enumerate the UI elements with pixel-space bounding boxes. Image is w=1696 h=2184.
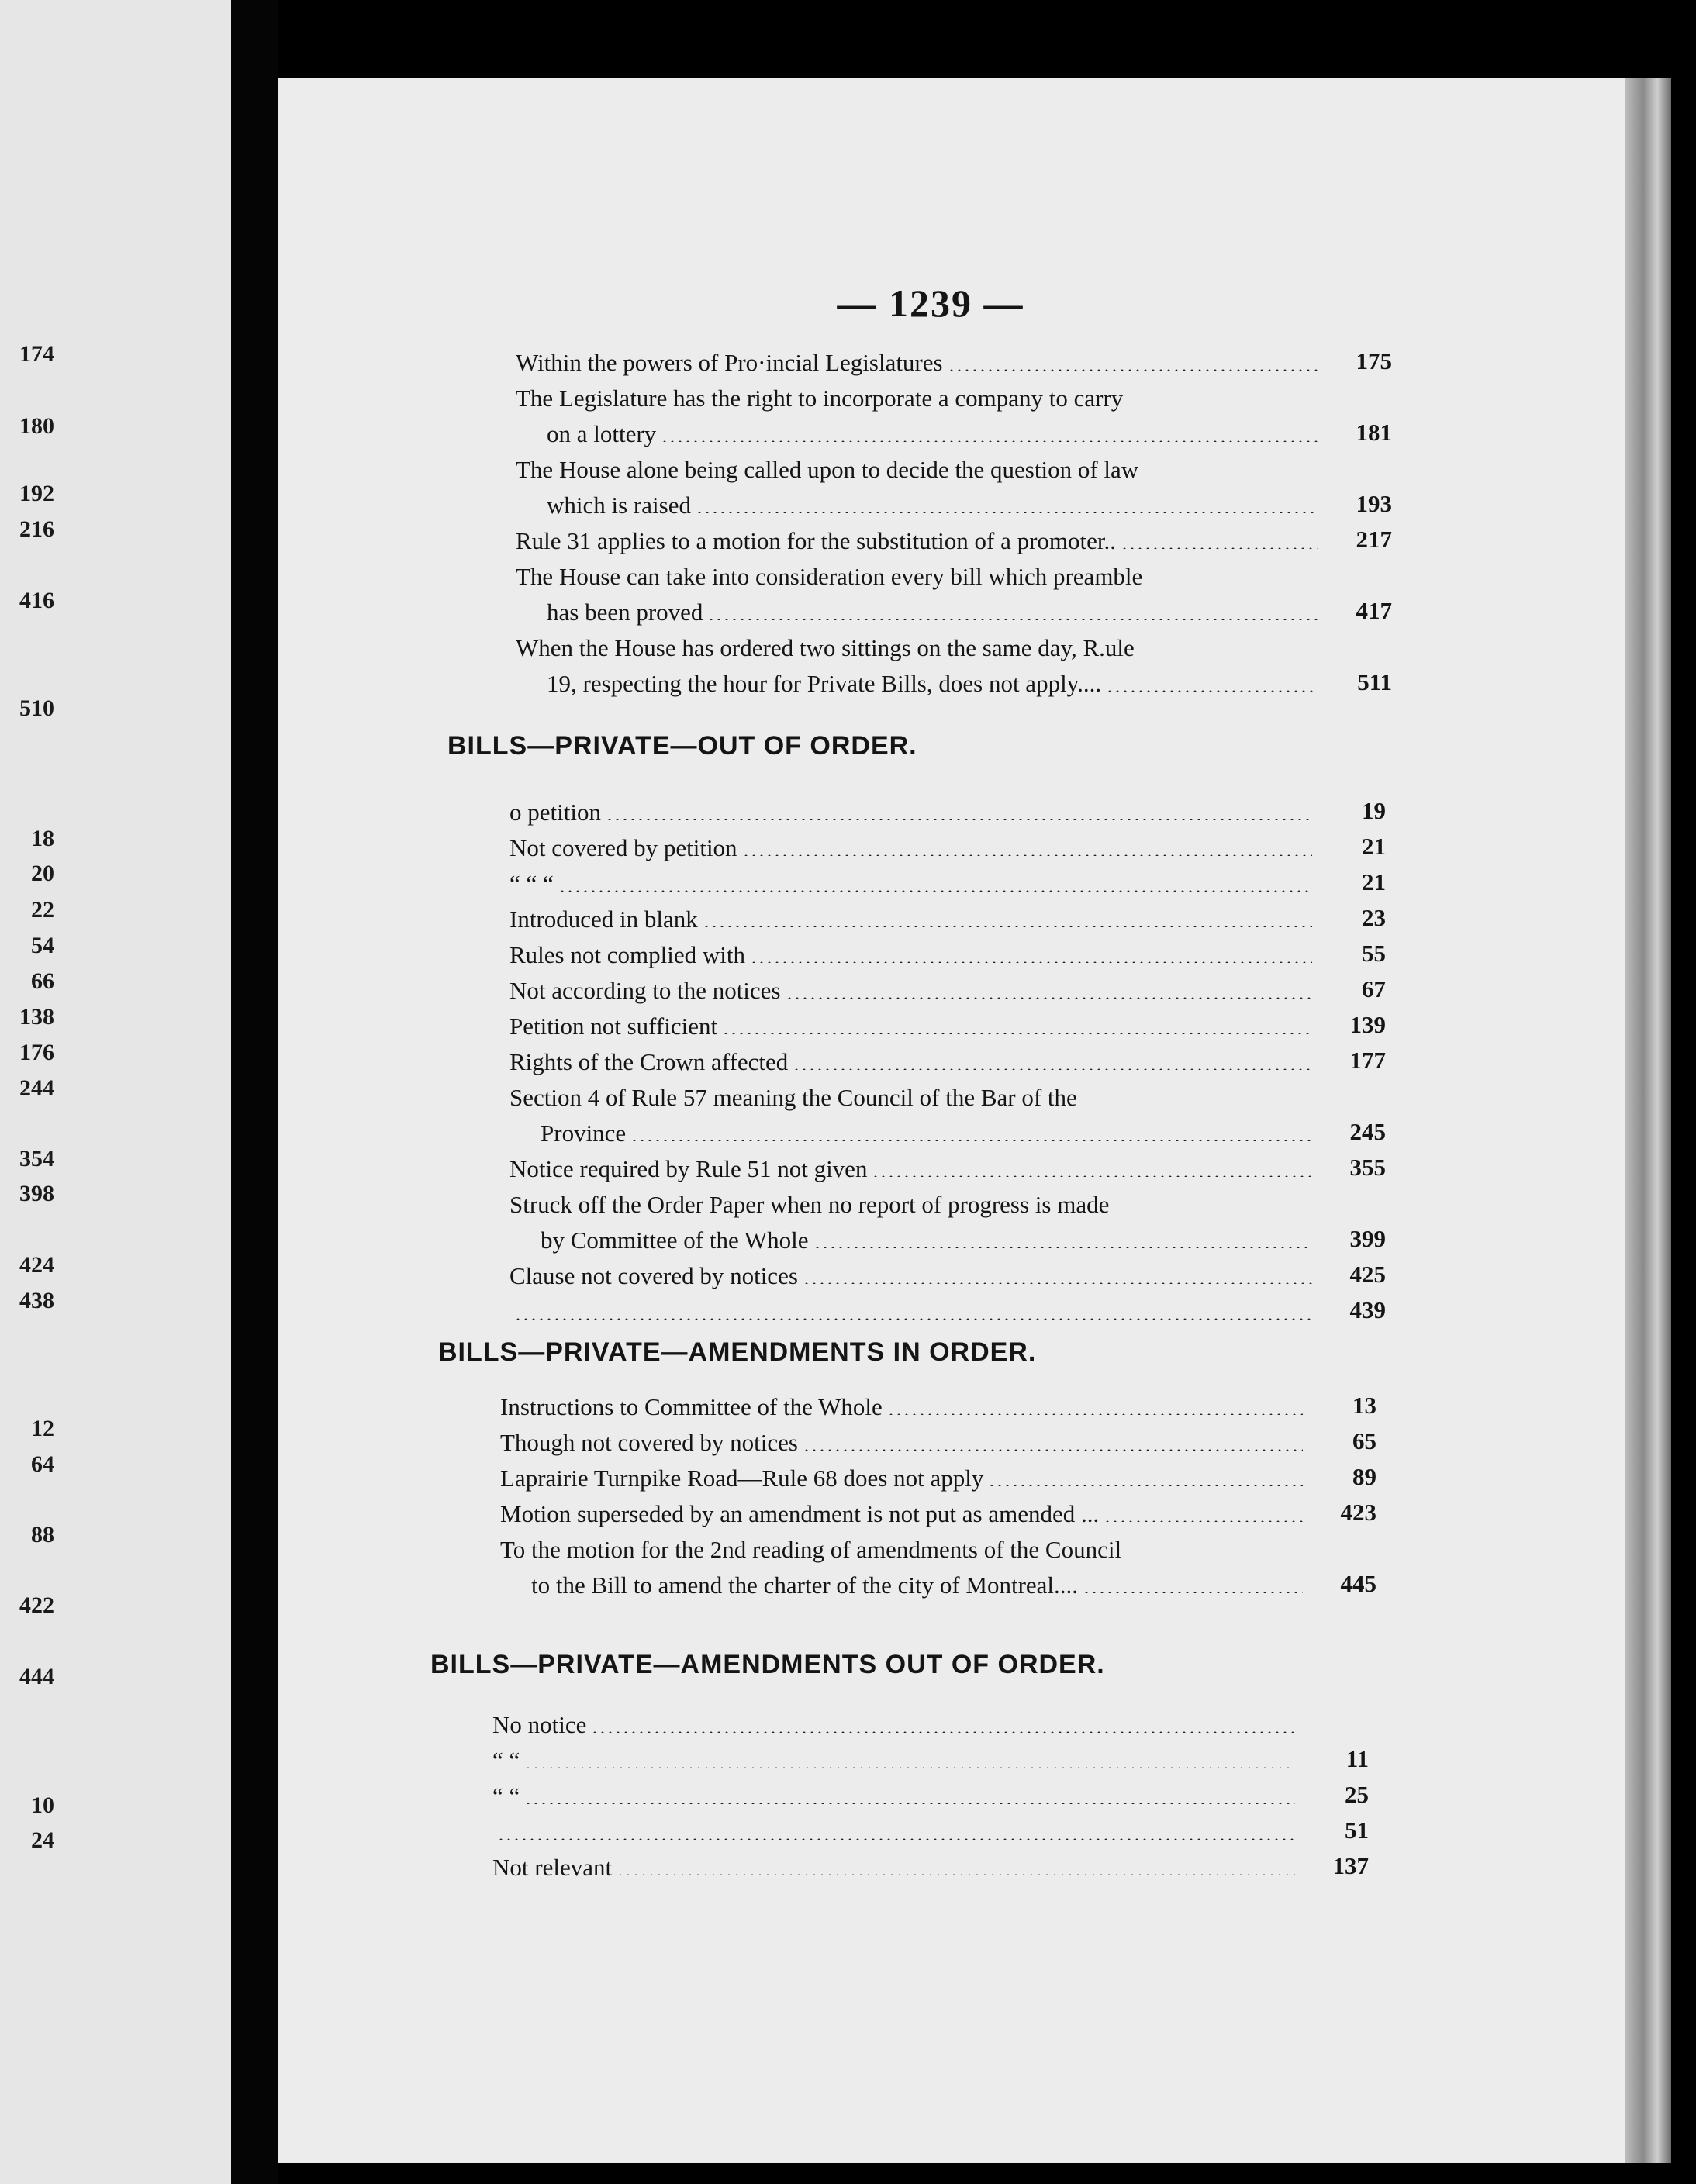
book-binding — [231, 0, 278, 2184]
dot-leader — [630, 1140, 1312, 1141]
dot-leader — [524, 1767, 1295, 1768]
index-entry-line: Struck off the Order Paper when no report of progress is made — [509, 1191, 1110, 1218]
index-entry-line: When the House has ordered two sittings on the same day, R.ule — [516, 634, 1135, 661]
left-page-number: 88 — [31, 1522, 54, 1547]
page-reference: 137 — [1332, 1852, 1369, 1879]
index-entry-line: on a lottery — [547, 420, 657, 447]
index-entry-line: Notice required by Rule 51 not given — [509, 1155, 868, 1182]
index-entry-line: Within the powers of Pro·incial Legislatures — [516, 349, 943, 376]
dot-leader — [722, 1033, 1312, 1034]
left-page-number: 354 — [19, 1146, 54, 1171]
dot-leader — [591, 1731, 1295, 1733]
index-entry-line: Petition not sufficient — [509, 1013, 718, 1040]
index-entry-line: “ “ “ — [509, 870, 554, 897]
left-page-number: 22 — [31, 897, 54, 923]
index-entry-line: by Committee of the Whole — [541, 1227, 809, 1254]
page-reference: 425 — [1349, 1261, 1386, 1288]
index-entry-line: Instructions to Committee of the Whole — [500, 1393, 883, 1420]
index-entry-line: Though not covered by notices — [500, 1429, 798, 1456]
page-reference: 175 — [1356, 347, 1392, 374]
dot-leader — [742, 854, 1312, 856]
index-entry-line: “ “ — [492, 1747, 520, 1774]
dot-leader — [514, 1318, 1312, 1320]
page-reference: 511 — [1357, 668, 1392, 695]
page-reference: 13 — [1352, 1392, 1376, 1419]
page-reference: 21 — [1362, 868, 1386, 895]
index-entry-line: The House alone being called upon to decide the question of law — [516, 456, 1139, 483]
page-reference: 193 — [1356, 490, 1392, 517]
dot-leader — [750, 961, 1312, 963]
left-page-number: 180 — [19, 413, 54, 439]
page-reference: 355 — [1349, 1154, 1386, 1181]
dot-leader — [1083, 1592, 1303, 1593]
index-entry-line: Rule 31 applies to a motion for the substitution of a promoter.. — [516, 527, 1117, 554]
index-entry-line: has been proved — [547, 599, 703, 626]
dot-leader — [707, 619, 1318, 620]
index-entry-line: Clause not covered by notices — [509, 1262, 798, 1289]
dot-leader — [558, 890, 1312, 892]
page-reference: 55 — [1362, 940, 1386, 967]
page-reference: 399 — [1349, 1225, 1386, 1252]
index-entry-line: to the Bill to amend the charter of the city of Montreal.... — [531, 1572, 1079, 1599]
dot-leader — [872, 1175, 1312, 1177]
left-page-number: 192 — [19, 481, 54, 506]
page-reference: 89 — [1352, 1463, 1376, 1490]
dot-leader — [1104, 1520, 1303, 1522]
dot-leader — [1121, 547, 1318, 549]
section-heading: BILLS—PRIVATE—OUT OF ORDER. — [447, 731, 917, 761]
index-entry-line: The House can take into consideration every bill which preamble — [516, 563, 1143, 590]
index-entry-line: which is raised — [547, 492, 691, 519]
left-page-number: 10 — [31, 1792, 54, 1818]
left-page-number: 138 — [19, 1004, 54, 1030]
page-reference: 65 — [1352, 1427, 1376, 1454]
index-entry-line: Section 4 of Rule 57 meaning the Council of the Bar of the — [509, 1084, 1077, 1111]
index-entry-line: o petition — [509, 799, 601, 826]
dot-leader — [524, 1803, 1295, 1804]
index-entry-line: No notice — [492, 1711, 587, 1738]
left-page-number: 54 — [31, 933, 54, 958]
dot-leader — [793, 1068, 1312, 1070]
left-page-number: 244 — [19, 1075, 54, 1101]
page-reference: 25 — [1345, 1781, 1369, 1808]
dot-leader — [948, 369, 1318, 371]
page-reference: 417 — [1356, 597, 1392, 624]
left-page-number: 438 — [19, 1288, 54, 1313]
index-entry-line: Not according to the notices — [509, 977, 781, 1004]
index-entry-line: Province — [541, 1120, 627, 1147]
left-page-number: 176 — [19, 1040, 54, 1065]
index-entry-line: Rights of the Crown affected — [509, 1048, 789, 1075]
page-reference: 217 — [1356, 526, 1392, 553]
left-page-number: 64 — [31, 1451, 54, 1477]
index-entry-line: To the motion for the 2nd reading of amendments of the Council — [500, 1536, 1122, 1563]
index-entry-line: The Legislature has the right to incorporate a company to carry — [516, 385, 1124, 412]
page-reference: 11 — [1345, 1745, 1369, 1772]
page-edge — [1625, 78, 1671, 2163]
left-page-number: 12 — [31, 1416, 54, 1441]
page-reference: 245 — [1349, 1118, 1386, 1145]
index-entry-line: Not covered by petition — [509, 834, 737, 861]
index-entry-line: Motion superseded by an amendment is not put as amended ... — [500, 1500, 1100, 1527]
left-page-number: 510 — [19, 695, 54, 721]
left-page-number: 18 — [31, 826, 54, 851]
dot-leader — [497, 1838, 1295, 1840]
left-page-number: 20 — [31, 861, 54, 886]
left-page-number: 422 — [19, 1592, 54, 1618]
page-reference: 67 — [1362, 975, 1386, 1002]
left-page-number: 424 — [19, 1252, 54, 1278]
index-entry-line: “ “ — [492, 1782, 520, 1810]
dot-leader — [703, 926, 1312, 927]
dot-leader — [803, 1282, 1312, 1284]
dot-leader — [661, 440, 1318, 442]
page-reference: 21 — [1362, 833, 1386, 860]
dot-leader — [617, 1874, 1295, 1875]
index-entry-line: Not relevant — [492, 1854, 613, 1881]
index-entry-line: 19, respecting the hour for Private Bills, does not apply.... — [547, 670, 1102, 697]
dot-leader — [988, 1485, 1303, 1486]
page-reference: 23 — [1362, 904, 1386, 931]
dot-leader — [813, 1247, 1312, 1248]
dot-leader — [696, 512, 1318, 513]
left-page-number: 24 — [31, 1827, 54, 1853]
page-reference: 439 — [1349, 1296, 1386, 1323]
left-page-number: 66 — [31, 968, 54, 994]
dot-leader — [1106, 690, 1318, 692]
left-page-number: 174 — [19, 341, 54, 367]
index-entry-line: Introduced in blank — [509, 906, 698, 933]
dot-leader — [887, 1413, 1303, 1415]
dot-leader — [786, 997, 1312, 999]
left-page-number: 444 — [19, 1664, 54, 1689]
section-heading: BILLS—PRIVATE—AMENDMENTS OUT OF ORDER. — [430, 1650, 1105, 1679]
page-reference: 139 — [1349, 1011, 1386, 1038]
page-reference: 177 — [1349, 1047, 1386, 1074]
index-entry-line: Rules not complied with — [509, 941, 745, 968]
left-page-number: 398 — [19, 1181, 54, 1206]
dot-leader — [803, 1449, 1303, 1451]
page-number: — 1239 — — [837, 281, 1024, 325]
left-page-fragment — [0, 0, 231, 2184]
section-heading: BILLS—PRIVATE—AMENDMENTS IN ORDER. — [438, 1337, 1037, 1367]
left-page-number: 416 — [19, 588, 54, 613]
page-reference: 51 — [1345, 1817, 1369, 1844]
page-reference: 445 — [1340, 1570, 1376, 1597]
dot-leader — [606, 819, 1312, 820]
index-entry-line: Laprairie Turnpike Road—Rule 68 does not apply — [500, 1465, 984, 1492]
left-page-number: 216 — [19, 516, 54, 542]
page-reference: 423 — [1340, 1499, 1376, 1526]
page-reference: 19 — [1362, 797, 1386, 824]
page-reference: 181 — [1356, 419, 1392, 446]
